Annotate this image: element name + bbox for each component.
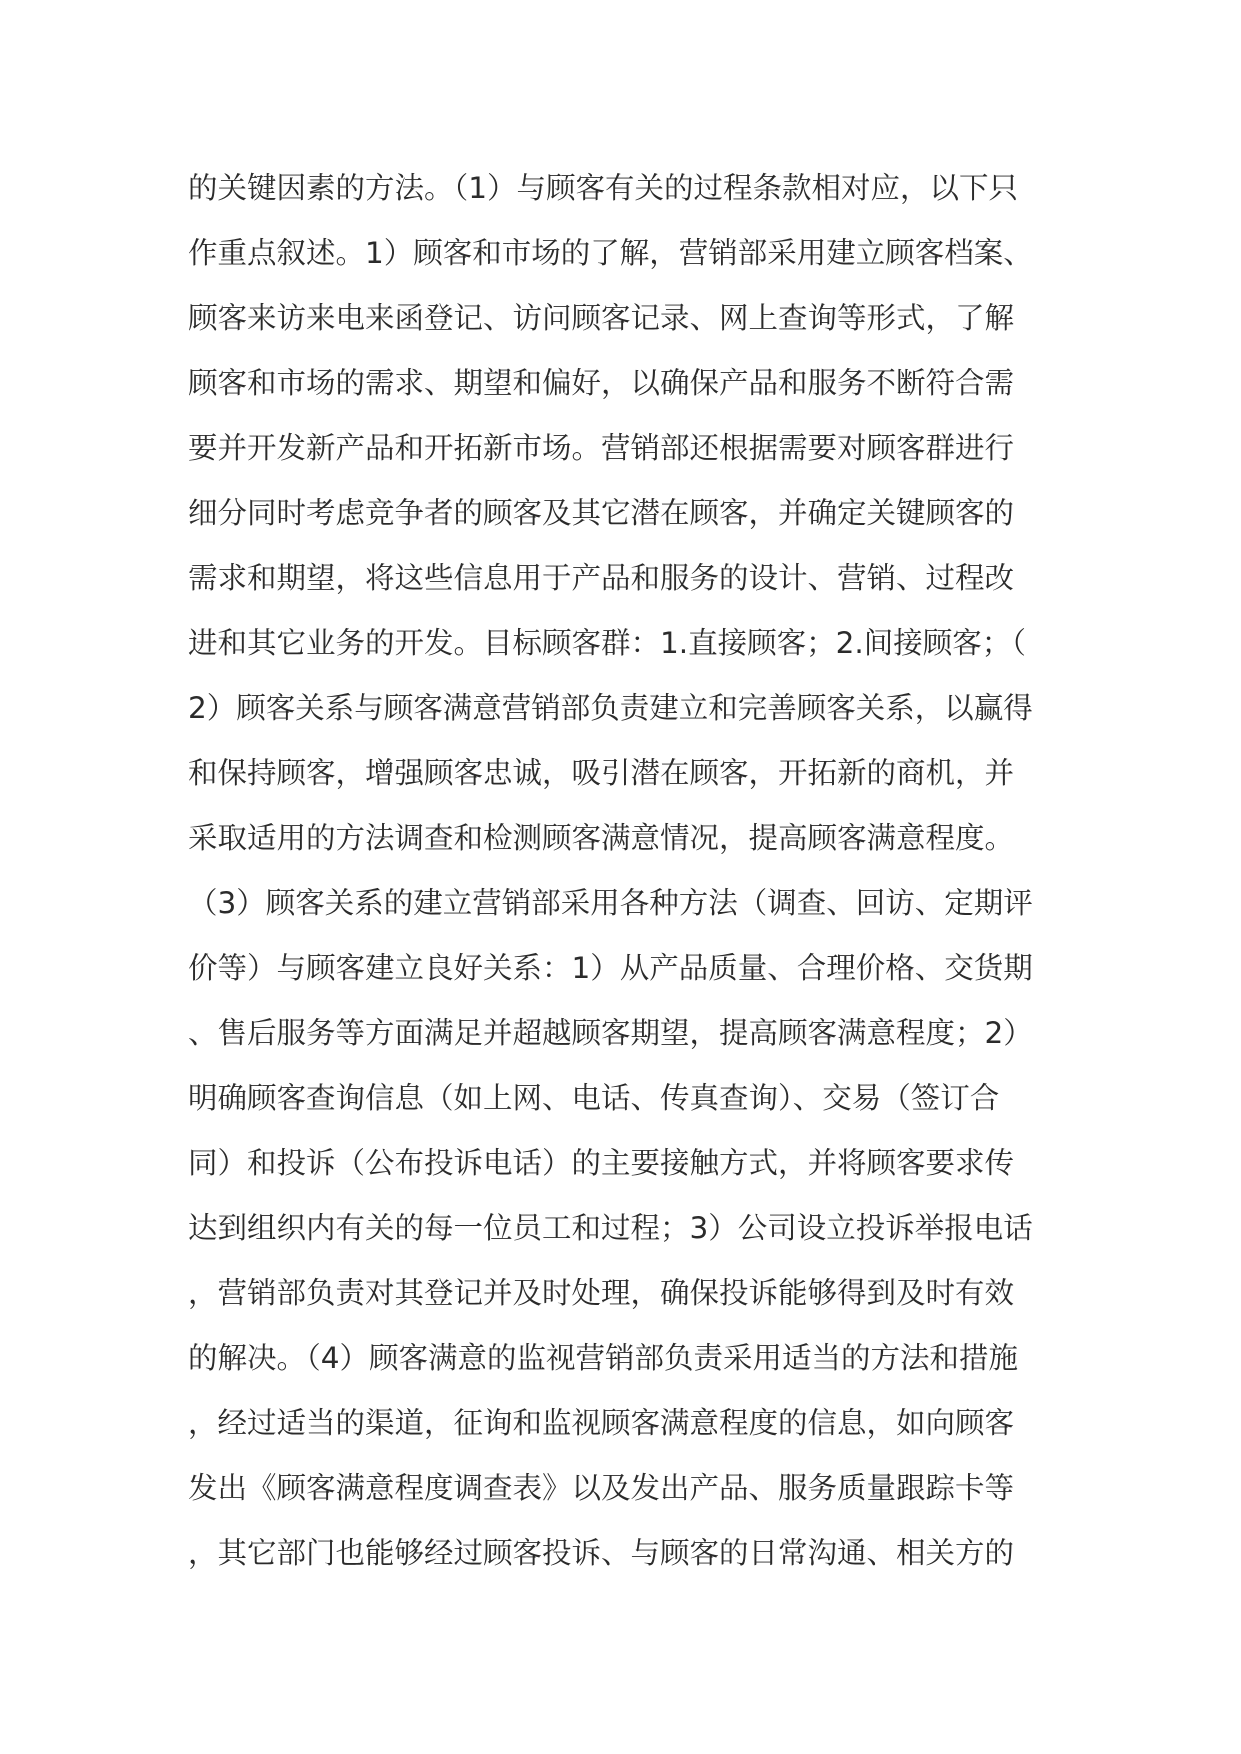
text-line: 发出《顾客满意程度调查表》以及发出产品、服务质量跟踪卡等	[188, 1471, 1015, 1505]
body-text	[188, 156, 1068, 1586]
text-line: 和保持顾客，增强顾客忠诚，吸引潜在顾客，开拓新的商机，并	[188, 756, 1015, 790]
text-line: 进和其它业务的开发。目标顾客群：1.直接顾客；2.间接顾客；（	[188, 626, 1027, 660]
text-line: 顾客来访来电来函登记、访问顾客记录、网上查询等形式，了解	[188, 301, 1015, 335]
text-line: 采取适用的方法调查和检测顾客满意情况，提高顾客满意程度。	[188, 821, 1015, 855]
text-line: 作重点叙述。1）顾客和市场的了解，营销部采用建立顾客档案、	[188, 236, 1033, 270]
text-line: 2）顾客关系与顾客满意营销部负责建立和完善顾客关系，以赢得	[188, 691, 1033, 725]
text-line: 同）和投诉（公布投诉电话）的主要接触方式，并将顾客要求传	[188, 1146, 1015, 1180]
text-line: 的解决。（4）顾客满意的监视营销部负责采用适当的方法和措施	[188, 1341, 1019, 1375]
text-line: 要并开发新产品和开拓新市场。营销部还根据需要对顾客群进行	[188, 431, 1015, 465]
text-line: 、售后服务等方面满足并超越顾客期望，提高顾客满意程度；2）	[188, 1016, 1033, 1050]
text-line: （3）顾客关系的建立营销部采用各种方法（调查、回访、定期评	[188, 886, 1033, 920]
text-line: 明确顾客查询信息（如上网、电话、传真查询）、交易（签订合	[188, 1081, 1000, 1115]
text-line: 细分同时考虑竞争者的顾客及其它潜在顾客，并确定关键顾客的	[188, 496, 1015, 530]
text-line: ，营销部负责对其登记并及时处理，确保投诉能够得到及时有效	[188, 1276, 1015, 1310]
text-line: ，经过适当的渠道，征询和监视顾客满意程度的信息，如向顾客	[188, 1406, 1015, 1440]
text-line: 价等）与顾客建立良好关系：1）从产品质量、合理价格、交货期	[188, 951, 1033, 985]
text-line: 顾客和市场的需求、期望和偏好，以确保产品和服务不断符合需	[188, 366, 1015, 400]
text-line: 的关键因素的方法。（1）与顾客有关的过程条款相对应，以下只	[188, 171, 1019, 205]
text-line: 需求和期望，将这些信息用于产品和服务的设计、营销、过程改	[188, 561, 1015, 595]
text-line: ，其它部门也能够经过顾客投诉、与顾客的日常沟通、相关方的	[188, 1536, 1015, 1570]
text-line: 达到组织内有关的每一位员工和过程；3）公司设立投诉举报电话	[188, 1211, 1033, 1245]
